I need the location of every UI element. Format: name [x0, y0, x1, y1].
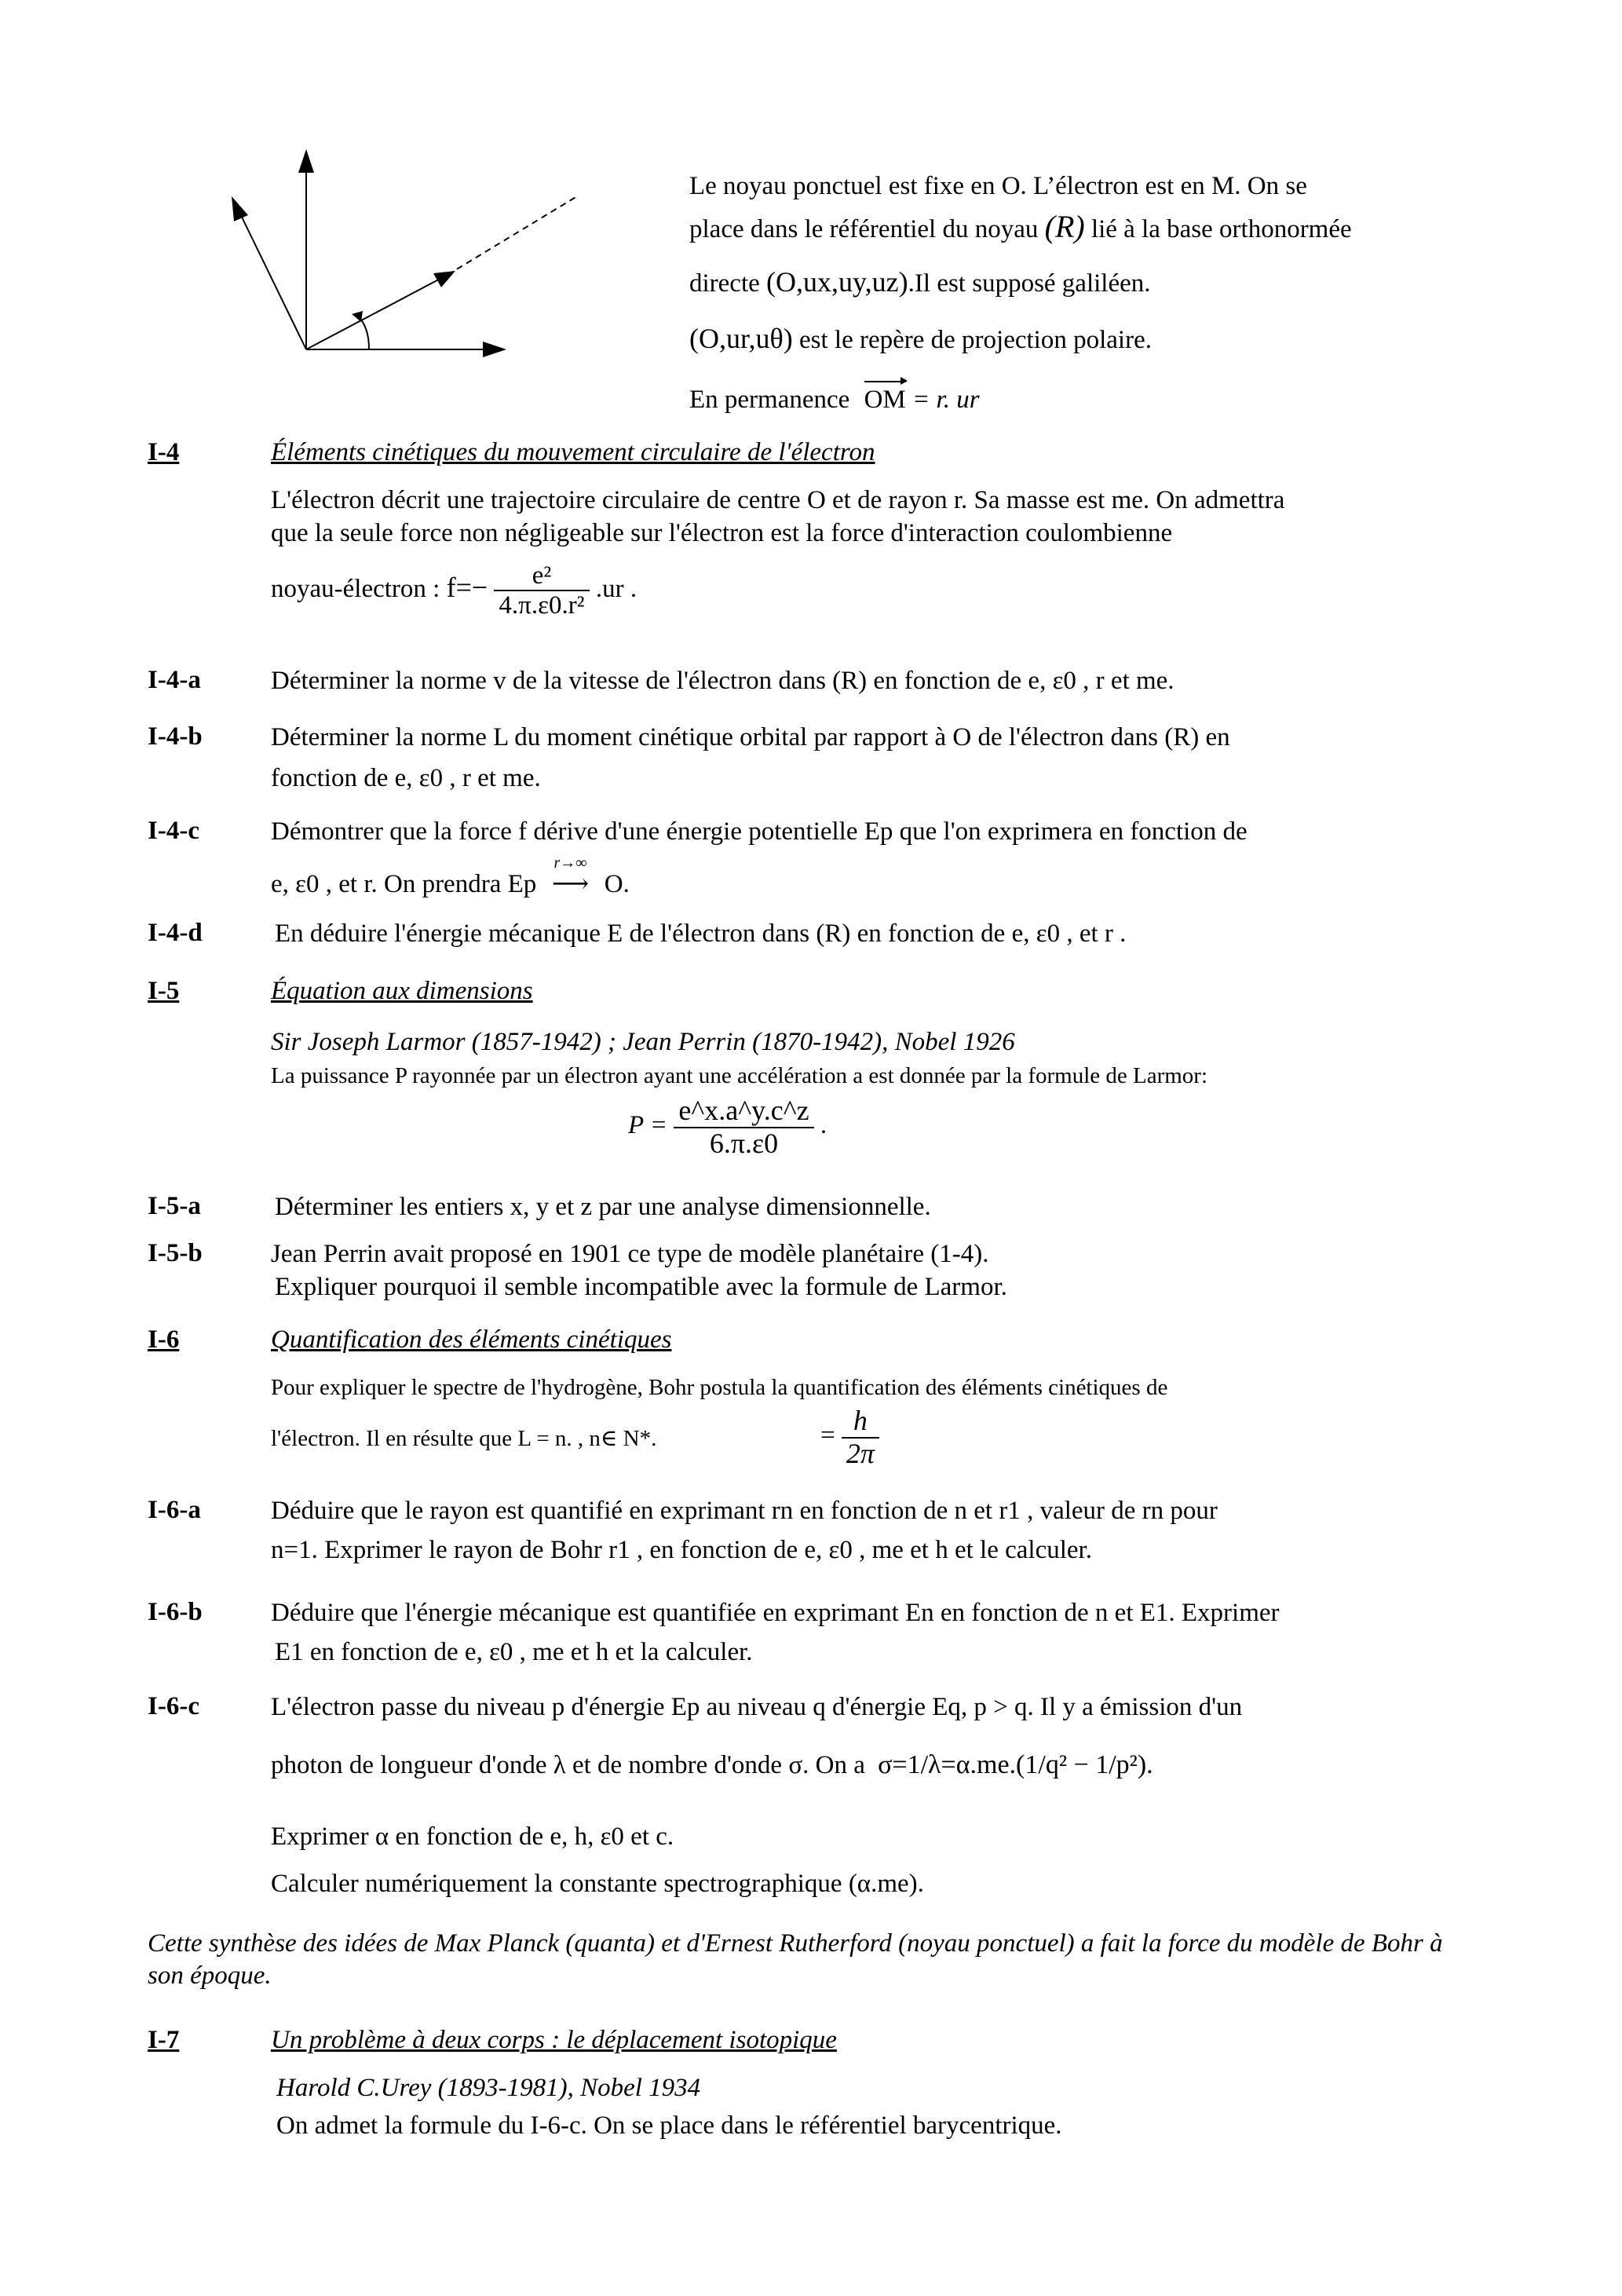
limit-arrow-icon: ⟶	[551, 870, 590, 898]
angle-arc-arrowhead	[352, 311, 363, 322]
intro-line2a: place dans le référentiel du noyau	[689, 215, 1039, 243]
axis-horizontal-arrowhead	[483, 342, 506, 357]
i6-p1: Pour expliquer le spectre de l'hydrogène, Bohr postula la quantification des éléments cinétiques de	[271, 1375, 1168, 1400]
i4a-text: Déterminer la norme v de la vitesse de l'électron dans (R) en fonction de e, ε0 , r et me.	[271, 667, 1174, 695]
hbar-denominator: 2π	[846, 1437, 875, 1469]
section-label-i6b: I-6-b	[148, 1598, 203, 1626]
theta-vector-arrowhead	[232, 196, 248, 221]
intro-line3	[689, 265, 1151, 300]
i6c-line1: L'électron passe du niveau p d'énergie Ep au niveau q d'énergie Eq, p > q. Il y a émission d'un	[271, 1693, 1243, 1721]
coulomb-force-fraction	[494, 561, 589, 620]
intro-line5b: = r. ur	[912, 386, 980, 414]
larmor-denominator: 6.π.ε0	[709, 1127, 779, 1159]
section-label-i6a: I-6-a	[148, 1496, 201, 1524]
larmor-fraction	[674, 1095, 813, 1159]
cartesian-basis: (O,ux,uy,uz)	[766, 266, 908, 298]
larmor-numerator: e^x.a^y.c^z	[674, 1095, 813, 1128]
i4b-line1: Déterminer la norme L du moment cinétique orbital par rapport à O de l'électron dans (R) en	[271, 723, 1230, 751]
larmor-rhs: .	[820, 1111, 827, 1140]
section-label-i5b: I-5-b	[148, 1239, 203, 1267]
i5b-line1: Jean Perrin avait proposé en 1901 ce type de modèle planétaire (1-4).	[271, 1240, 989, 1268]
i4c-line2b: O.	[604, 870, 630, 898]
coulomb-force-numerator: e²	[494, 561, 589, 591]
i7-references: Harold C.Urey (1893-1981), Nobel 1934	[276, 2074, 701, 2102]
i6b-line1: Déduire que l'énergie mécanique est quantifiée en exprimant En en fonction de n et E1. Exprimer	[271, 1599, 1280, 1627]
polar-basis: (O,ur,uθ)	[689, 323, 793, 354]
intro-line4-text: est le repère de projection polaire.	[799, 326, 1152, 354]
i4c-line2a: e, ε0 , et r. On prendra Ep	[271, 870, 537, 898]
intro-line3a: directe	[689, 269, 760, 298]
i5a-text: Déterminer les entiers x, y et z par une analyse dimensionnelle.	[275, 1193, 931, 1221]
section-label-i4a: I-4-a	[148, 666, 201, 694]
section-label-i6: I-6	[148, 1325, 180, 1354]
i4c-line1: Démontrer que la force f dérive d'une énergie potentielle Ep que l'on exprimera en fonction de	[271, 817, 1248, 846]
frame-R: (R)	[1044, 209, 1085, 244]
closing-paragraph: Cette synthèse des idées de Max Planck (quanta) et d'Ernest Rutherford (noyau ponctuel) a fait la force du modèle de Bohr à son époque.	[148, 1929, 1443, 1991]
intro-line2	[689, 208, 1352, 246]
i6-p2: l'électron. Il en résulte que L = n. , n∈ N*.	[271, 1426, 657, 1451]
i7-p1: On admet la formule du I-6-c. On se place dans le référentiel barycentrique.	[276, 2111, 1062, 2140]
i6a-line2: n=1. Exprimer le rayon de Bohr r1 , en fonction de e, ε0 , me et h et le calculer.	[271, 1536, 1092, 1564]
i4-p1: L'électron décrit une trajectoire circulaire de centre O et de rayon r. Sa masse est me. On admettra	[271, 486, 1285, 514]
i4-p3-text: noyau-électron :	[271, 574, 440, 603]
section-label-i6c: I-6-c	[148, 1692, 199, 1720]
i6a-line1: Déduire que le rayon est quantifié en exprimant rn en fonction de n et r1 , valeur de rn pour	[271, 1497, 1218, 1525]
i4b-line2: fonction de e, ε0 , r et me.	[271, 764, 541, 792]
hbar-definition	[820, 1406, 879, 1469]
section-title-i7: Un problème à deux corps : le déplacement isotopique	[271, 2026, 837, 2054]
section-title-i5: Équation aux dimensions	[271, 977, 533, 1005]
i5b-line2: Expliquer pourquoi il semble incompatible avec la formule de Larmor.	[275, 1273, 1007, 1301]
radial-vector-arrowhead	[433, 271, 455, 287]
intro-line3b: .Il est supposé galiléen.	[908, 269, 1151, 298]
i6c-line2a: photon de longueur d'onde λ et de nombre d'onde σ. On a	[271, 1751, 865, 1779]
i5-references: Sir Joseph Larmor (1857-1942) ; Jean Perrin (1870-1942), Nobel 1926	[271, 1028, 1015, 1056]
i4-p2: que la seule force non négligeable sur l'électron est la force d'interaction coulombienne	[271, 519, 1173, 547]
rydberg-equation: σ=1/λ=α.me.(1/q² − 1/p²).	[878, 1750, 1153, 1779]
intro-line5a: En permanence	[689, 386, 850, 414]
section-label-i5: I-5	[148, 977, 180, 1005]
coulomb-force-rhs: .ur .	[595, 574, 637, 603]
theta-vector	[236, 204, 306, 349]
intro-line1: Le noyau ponctuel est fixe en O. L’électron est en M. On se	[689, 172, 1307, 200]
polar-axes-diagram	[220, 141, 597, 377]
section-label-i4: I-4	[148, 438, 180, 466]
limit-arrow-label: r→∞	[553, 854, 587, 872]
radial-dashed-extension	[448, 196, 577, 275]
hbar-equals: =	[820, 1421, 835, 1450]
i6b-line2: E1 en fonction de e, ε0 , me et h et la calculer.	[275, 1638, 753, 1666]
section-label-i4c: I-4-c	[148, 817, 199, 845]
i4c-line2	[271, 854, 630, 901]
i4-p3	[271, 561, 637, 620]
coulomb-force-denominator: 4.π.ε0.r²	[499, 591, 585, 620]
OM-vector: OM	[864, 385, 906, 416]
i5-p1: La puissance P rayonnée par un électron ayant une accélération a est donnée par la formule de Larmor:	[271, 1063, 1208, 1088]
section-label-i7: I-7	[148, 2026, 180, 2054]
section-label-i5a: I-5-a	[148, 1192, 201, 1220]
section-title-i6: Quantification des éléments cinétiques	[271, 1325, 672, 1354]
hbar-fraction	[842, 1406, 879, 1469]
section-title-i4: Éléments cinétiques du mouvement circulaire de l'électron	[271, 438, 875, 466]
radial-vector	[306, 275, 448, 349]
section-label-i4d: I-4-d	[148, 919, 203, 947]
hbar-numerator: h	[842, 1406, 879, 1439]
i6c-line2	[271, 1749, 1153, 1782]
intro-line5	[689, 385, 980, 416]
larmor-lhs: P =	[628, 1111, 668, 1140]
coulomb-force-lhs: f=−	[446, 571, 488, 603]
section-label-i4b: I-4-b	[148, 722, 203, 751]
i6c-line3: Exprimer α en fonction de e, h, ε0 et c.	[271, 1823, 674, 1851]
axis-vertical-arrowhead	[298, 149, 314, 173]
larmor-formula	[628, 1095, 827, 1159]
i6c-line4: Calculer numériquement la constante spectrographique (α.me).	[271, 1870, 924, 1898]
i4d-text: En déduire l'énergie mécanique E de l'électron dans (R) en fonction de e, ε0 , et r .	[275, 919, 1127, 948]
intro-line4	[689, 322, 1152, 356]
intro-line2b: lié à la base orthonormée	[1090, 215, 1352, 243]
